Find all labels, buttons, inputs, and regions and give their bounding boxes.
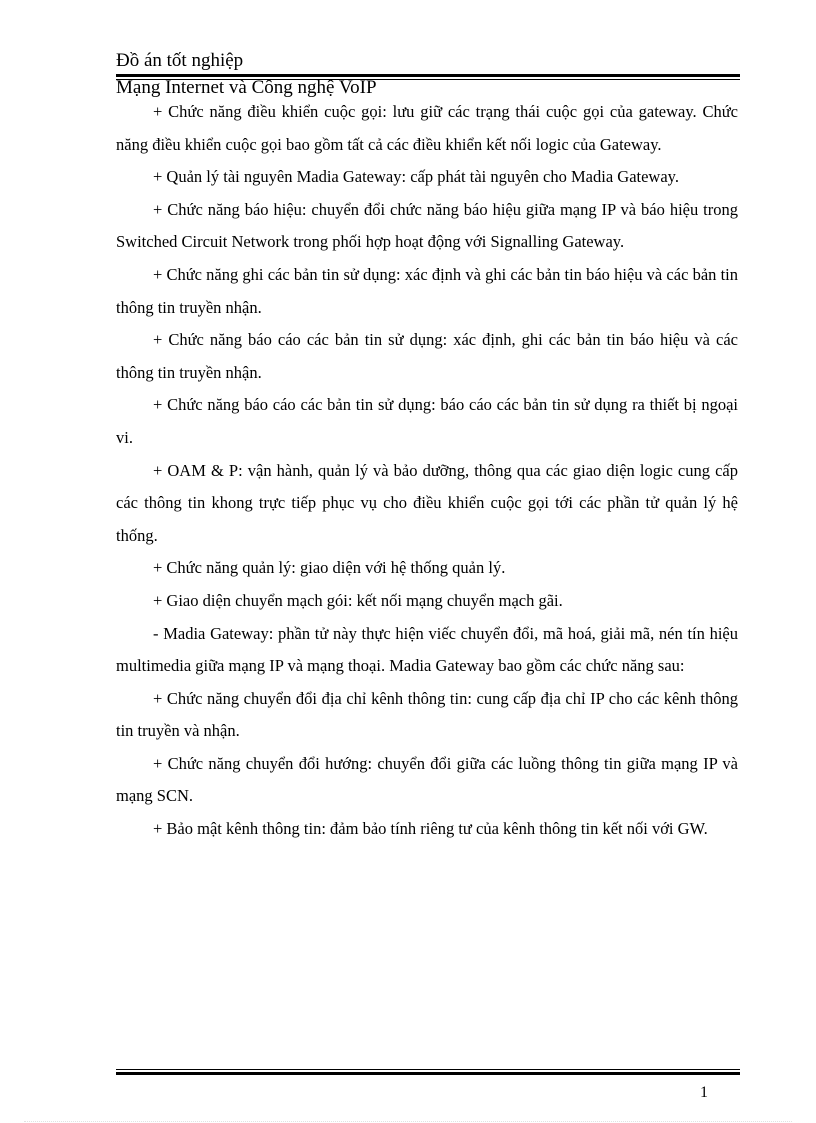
paragraph: + Chức năng quản lý: giao diện với hệ thống quản lý. (153, 558, 506, 578)
paragraph: + Bảo mật kênh thông tin: đảm bảo tính riêng tư của kênh thông tin kết nối với GW. (153, 819, 708, 839)
paragraph: + Quản lý tài nguyên Madia Gateway: cấp phát tài nguyên cho Madia Gateway. (153, 167, 679, 187)
paragraph: + Chức năng điều khiển cuộc gọi: lưu giữ các trạng thái cuộc gọi của gateway. Chức năng điều khiển cuộc gọi bao gồm tất cả các điều khiển kết nối logic của Gateway. (116, 102, 738, 154)
page-number: 1 (700, 1084, 708, 1101)
footer-rule-thin (116, 1069, 740, 1070)
paragraph: + Chức năng chuyển đổi địa chỉ kênh thông tin: cung cấp địa chỉ IP cho các kênh thông tin truyền và nhận. (116, 688, 738, 741)
paragraph: + Chức năng báo cáo các bản tin sử dụng: báo cáo các bản tin sử dụng ra thiết bị ngoại vi. (116, 395, 738, 447)
paragraph: + Chức năng chuyển đổi hướng: chuyển đổi giữa các luồng thông tin giữa mạng IP và mạng SCN. (116, 753, 738, 806)
page-bottom-edge (24, 1121, 792, 1122)
footer-rule-thick (116, 1072, 740, 1075)
paragraph: + Giao diện chuyển mạch gói: kết nối mạng chuyển mạch gãi. (153, 590, 563, 610)
paragraph: + Chức năng báo cáo các bản tin sử dụng: xác định, ghi các bản tin báo hiệu và các thông tin truyền nhận. (116, 330, 738, 382)
paragraph: + Chức năng ghi các bản tin sử dụng: xác định và ghi các bản tin báo hiệu và các bản tin thông tin truyền nhận. (116, 264, 738, 317)
header-title: Đồ án tốt nghiệp (116, 50, 244, 71)
body-text (116, 96, 738, 846)
paragraph: + OAM & P: vận hành, quản lý và bảo dưỡng, thông qua các giao diện logic cung cấp các thông tin khong trực tiếp phục vụ cho điều khiển cuộc gọi tới các phần tử quản lý hệ thống. (116, 460, 738, 545)
paragraph: + Chức năng báo hiệu: chuyển đổi chức năng báo hiệu giữa mạng IP và báo hiệu trong Switched Circuit Network trong phối hợp hoạt động với Signalling Gateway. (116, 199, 738, 252)
header-subtitle: Mạng Internet và Công nghệ VoIP (116, 77, 377, 98)
paragraph: - Madia Gateway: phần tử này thực hiện viếc chuyển đổi, mã hoá, giải mã, nén tín hiệu multimedia giữa mạng IP và mạng thoại. Madia Gateway bao gồm các chức năng sau: (116, 623, 738, 676)
